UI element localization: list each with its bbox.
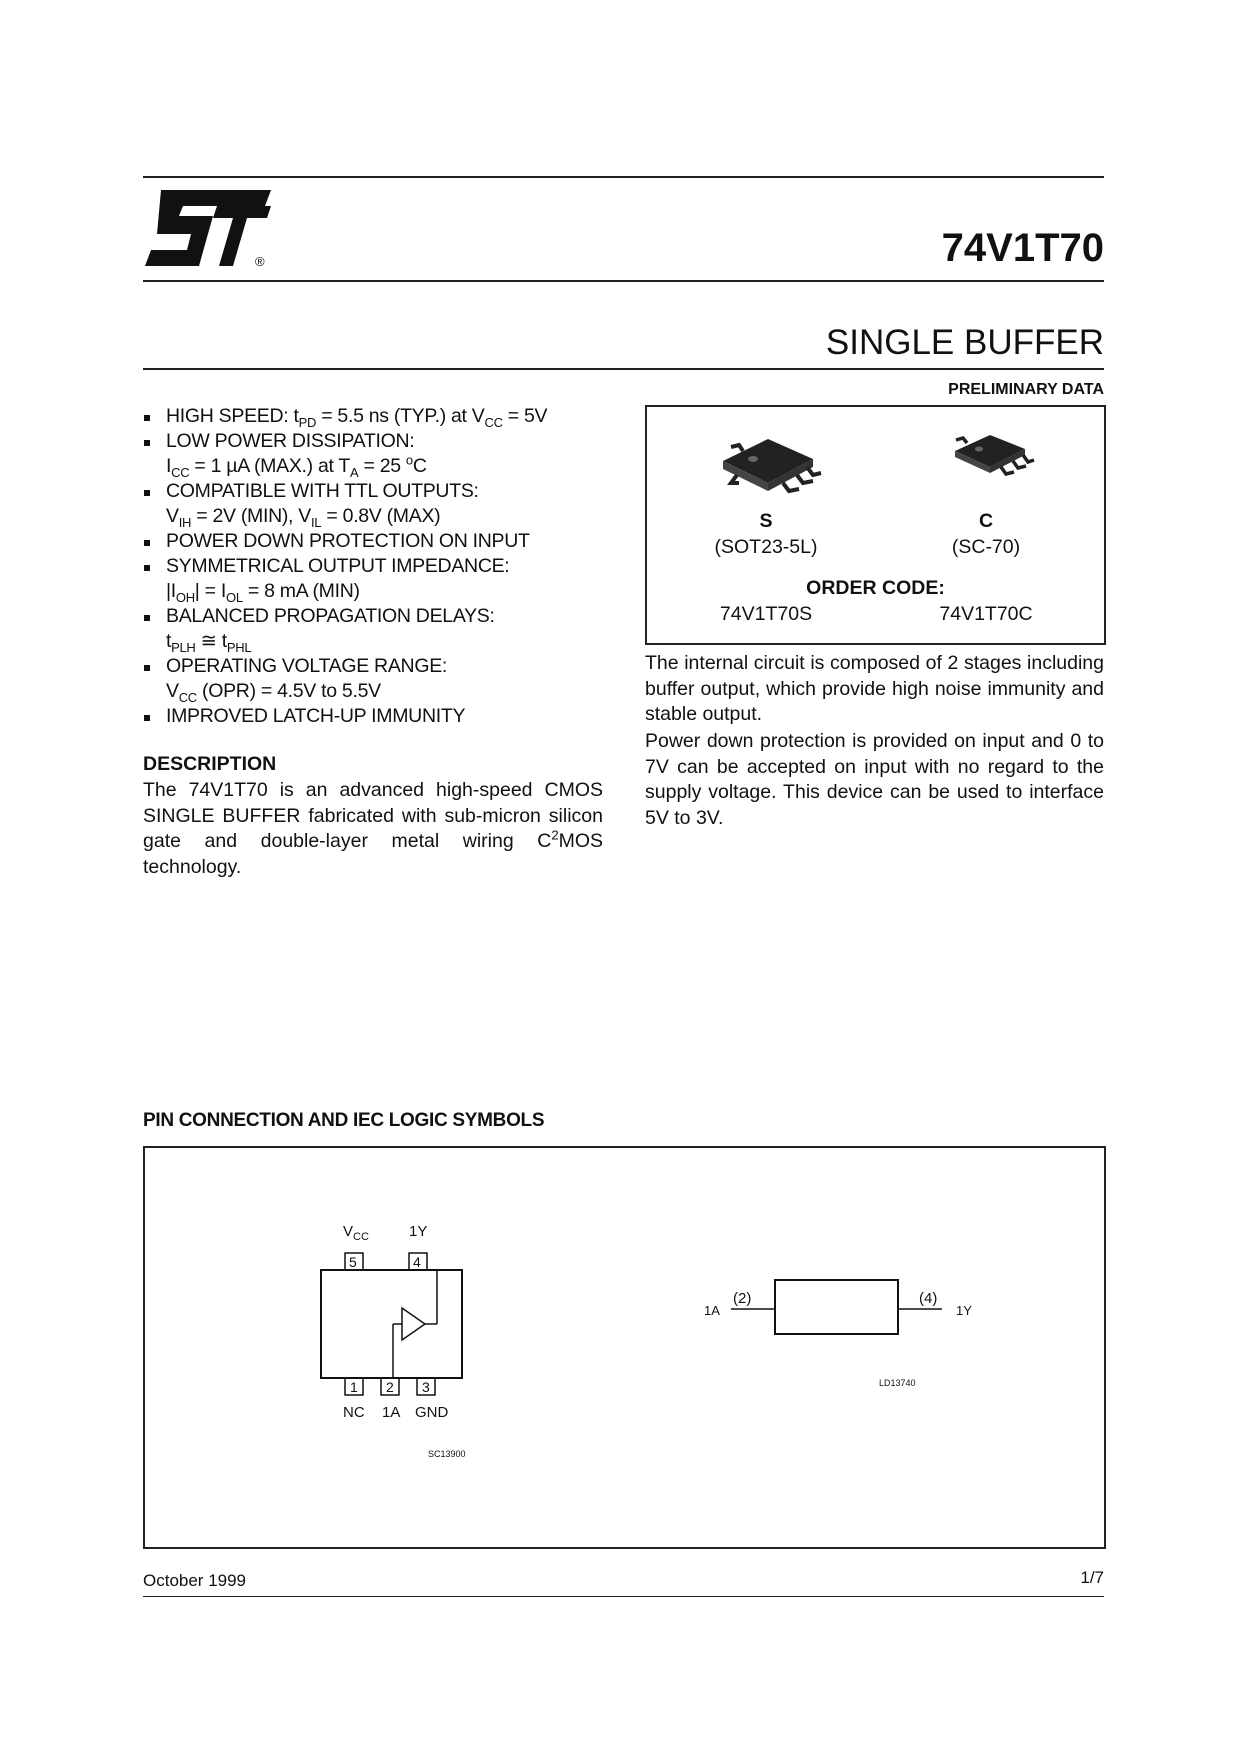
bullet-icon [144,665,150,671]
description-power-down: Power down protection is provided on input and 0 to 7V can be accepted on input with no regard to the supply voltage. This device can be used to interface 5V to 3V. [645,730,1104,829]
pin-connection-box [143,1146,1106,1549]
description-internal-circuit: The internal circuit is composed of 2 stages including buffer output, which provide high noise immunity and stable output. [645,652,1104,725]
sc70-package-icon [945,427,1035,487]
top-rule [143,176,1104,178]
document-title: SINGLE BUFFER [825,323,1104,362]
iec-output-label: 1Y [956,1303,972,1318]
feature-item-latch-up: IMPROVED LATCH-UP IMMUNITY [143,704,603,729]
bullet-icon [144,440,150,446]
pin-3-number: 3 [422,1379,430,1395]
bullet-icon [144,715,150,721]
pin-1-number: 1 [350,1379,358,1395]
feature-item-propagation: BALANCED PROPAGATION DELAYS: $t_{PLH}$ ≅ $t_{PHL}$ [143,604,603,654]
pin-connection-heading: PIN CONNECTION AND IEC LOGIC SYMBOLS [143,1110,545,1131]
bullet-icon [144,415,150,421]
feature-item-voltage-range: OPERATING VOLTAGE RANGE: $V_{CC}$ (OPR) = 4.5V to 5.5V [143,654,603,704]
footer-date: October 1999 [143,1571,247,1590]
iec-input-pin: (2) [733,1290,752,1307]
vcc-label: $V_{CC}$ [343,1223,369,1243]
footer-rule [143,1596,1104,1597]
description-heading: DESCRIPTION [143,753,277,775]
1y-top-label: 1Y [409,1223,428,1240]
package-c-name: (SC-70) [951,536,1021,558]
pin-2-number: 2 [386,1379,394,1395]
bullet-icon [144,615,150,621]
footer-page-number: 1/7 [1080,1568,1104,1587]
feature-item-low-power: LOW POWER DISSIPATION: $I_{CC} = 1$ µA (MAX.) at $T_A = 25$ $^o$C [143,429,603,479]
feature-item-power-down: POWER DOWN PROTECTION ON INPUT [143,529,603,554]
right-figure-code: LD13740 [879,1378,916,1388]
st-logo [143,188,273,270]
left-figure-code: SC13900 [428,1449,466,1459]
bullet-icon [144,565,150,571]
feature-list [143,404,603,729]
iec-output-pin: (4) [919,1290,938,1307]
order-code-s: 74V1T70S [719,603,813,625]
bullet-icon [144,540,150,546]
header-rule [143,280,1104,282]
package-s-name: (SOT23-5L) [714,536,818,558]
1a-label: 1A [382,1404,401,1421]
description-paragraph: The 74V1T70 is an advanced high-speed CMOS SINGLE BUFFER fabricated with sub-micron silicon gate and double-layer metal wiring $C^2MOS$ technology. [143,779,603,878]
feature-item-ttl-compatible: COMPATIBLE WITH TTL OUTPUTS: $V_{IH} = 2V$ (MIN), $V_{IL} = 0.8V$ (MAX) [143,479,603,529]
title-rule [143,368,1104,370]
package-box [645,405,1106,645]
logo-trademark: ® [255,254,265,269]
nc-label: NC [343,1404,365,1421]
pin-connection-diagram [145,1148,1104,1547]
package-c-code: C [978,510,994,532]
order-code-label: ORDER CODE: [806,577,945,599]
pin-5-number: 5 [349,1254,357,1270]
part-number: 74V1T70 [941,226,1104,270]
order-code-c: 74V1T70C [939,603,1033,625]
package-s-code: S [759,510,773,532]
gnd-label: GND [415,1404,449,1421]
preliminary-data-label: PRELIMINARY DATA [948,381,1104,398]
pin-4-number: 4 [413,1254,421,1270]
bullet-icon [144,490,150,496]
sot23-package-icon [713,431,823,501]
feature-item-output-impedance: SYMMETRICAL OUTPUT IMPEDANCE: $|I_{OH}| = I_{OL} = 8$ mA (MIN) [143,554,603,604]
feature-item-high-speed: HIGH SPEED: $t_{PD} = 5.5$ ns (TYP.) at $V_{CC} = 5V$ [143,404,603,429]
iec-input-label: 1A [704,1303,720,1318]
